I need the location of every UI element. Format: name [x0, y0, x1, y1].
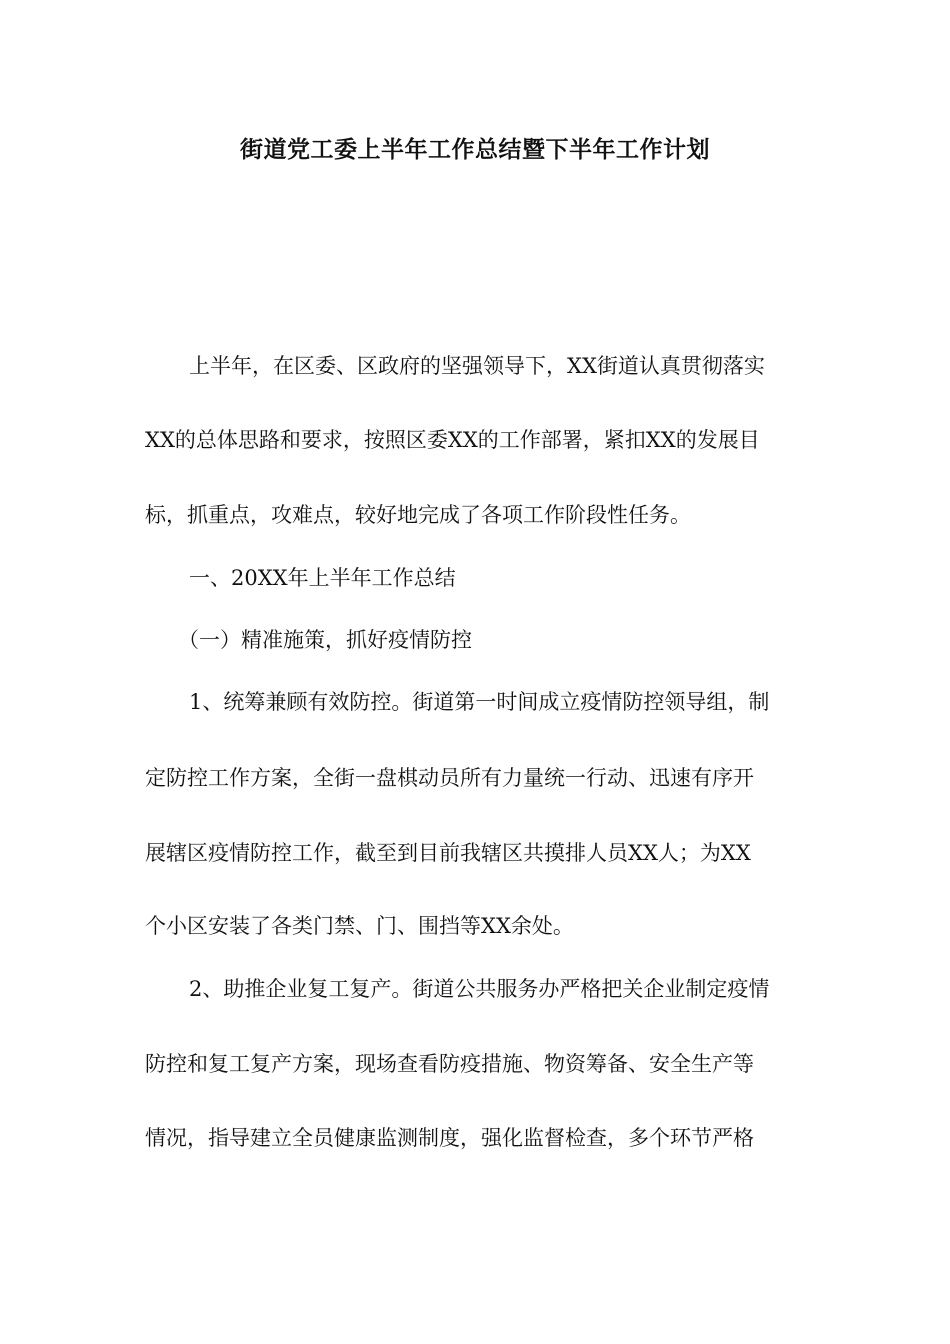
- body-line: 定防控工作方案，全街一盘棋动员所有力量统一行动、迅速有序开: [145, 766, 754, 790]
- body-line: XX的总体思路和要求，按照区委XX的工作部署，紧扣XX的发展目: [145, 428, 760, 452]
- document-title: 街道党工委上半年工作总结暨下半年工作计划: [240, 137, 710, 163]
- body-line: 情况，指导建立全员健康监测制度，强化监督检查，多个环节严格: [145, 1126, 754, 1150]
- section-heading: 一、20XX年上半年工作总结: [189, 566, 456, 590]
- body-line: 1、统筹兼顾有效防控。街道第一时间成立疫情防控领导组，制: [189, 690, 770, 714]
- body-line: 防控和复工复产方案，现场查看防疫措施、物资筹备、安全生产等: [145, 1052, 754, 1076]
- body-line: 上半年，在区委、区政府的坚强领导下，XX街道认真贯彻落实: [189, 354, 765, 378]
- body-line: 2、助推企业复工复产。街道公共服务办严格把关企业制定疫情: [189, 977, 770, 1001]
- body-line: 标，抓重点，攻难点，较好地完成了各项工作阶段性任务。: [145, 503, 691, 527]
- body-line: 个小区安装了各类门禁、门、围挡等XX余处。: [145, 914, 574, 938]
- subsection-heading: （一）精准施策，抓好疫情防控: [178, 628, 472, 652]
- body-line: 展辖区疫情防控工作，截至到目前我辖区共摸排人员XX人；为XX: [145, 841, 751, 865]
